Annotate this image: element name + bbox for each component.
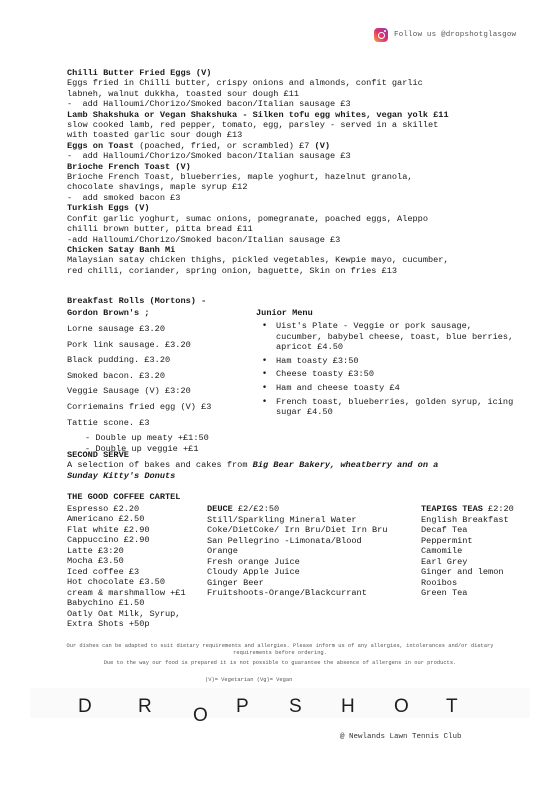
deuce-item: Still/Sparkling Mineral Water [207,514,357,525]
junior-item: • Ham and cheese toasty £4 [260,383,516,394]
tea-item: Camomile [421,546,463,556]
second-serve-suppliers: Big Bear Bakery, wheatberry and on a [252,460,439,471]
junior-item: • Ham toasty £3:50 [260,356,516,367]
coffee-item: Americano £2.50 [67,514,145,524]
logo-letter: R [138,696,152,717]
coffee-heading: THE GOOD COFFEE CARTEL [67,492,181,502]
breakfast-rolls-title: Breakfast Rolls (Mortons) - [67,296,207,306]
coffee-item: Cappuccino £2.90 [67,535,150,545]
deuce-item: Ginger Beer [207,577,264,588]
dietary-notes [60,643,500,670]
teapigs-section [421,504,531,599]
roll-item: Veggie Sausage (V) £3:20 [67,386,191,397]
dietary-note: Our dishes can be adapted to suit dietary requirements and allergies. Please inform us of any allergies, intolerances and/or dietary requirements before ordering. [66,643,494,656]
dropshot-logo [78,696,458,726]
roll-item: Tattie scone. £3 [67,417,150,428]
logo-letter: D [78,696,92,717]
logo-letter: H [341,696,355,717]
junior-item: • Uist's Plate - Veggie or pork sausage, cucumber, babybel cheese, toast, blue berries, apricot £4.50 [260,321,516,353]
deuce-heading-line [207,504,417,515]
teapigs-heading: TEAPIGS TEAS [421,504,483,514]
instagram-icon[interactable] [374,28,388,42]
dish-description: Malaysian satay chicken thighs, pickled vegetables, Kewpie mayo, cucumber, red chilli, coriander, spring onion, baguette, Skin on fries £13 [67,255,449,276]
coffee-item: Iced coffee £3 [67,566,140,577]
dish-title-line [67,141,507,151]
coffee-item: Hot chocolate £3.50 [67,577,165,587]
teapigs-heading-line [421,504,531,515]
dish-description: Confit garlic yoghurt, sumac onions, pomegranate, poached eggs, Aleppo chilli brown butter, pitta bread £11 [67,213,428,235]
coffee-item: Flat white £2.90 [67,524,150,535]
breakfast-rolls-section [67,308,257,455]
second-serve-heading: SECOND SERVE [67,450,129,460]
rolls-heading: Gordon Brown's ; [67,308,150,318]
coffee-item: Mocha £3.50 [67,556,124,566]
dish-description: Brioche French Toast, blueberries, maple yoghurt, hazelnut granola, chocolate shavings, maple syrup £12 [67,172,413,193]
second-serve-text [67,460,507,470]
logo-letter: T [446,696,458,717]
junior-heading: Junior Menu [256,308,313,318]
coffee-item: Espresso £2.20 [67,503,140,514]
roll-item: Corriemains fried egg (V) £3 [67,401,212,412]
coffee-item: cream & marshmallow +£1 [67,587,186,598]
tea-item: English Breakfast [421,514,509,525]
dish-description: Eggs fried in Chilli butter, crispy onions and almonds, confit garlic labneh, walnut dukkha, toasted sour dough £11 [67,78,423,99]
roll-item: Lorne sausage £3.20 [67,324,165,334]
logo-letter: P [236,696,249,717]
dish-title: Chicken Satay Banh Mi [67,244,176,255]
tea-item: Green Tea [421,588,468,598]
junior-item: • Cheese toasty £3:50 [260,369,516,380]
dish-addon: - add Halloumi/Chorizo/Smoked bacon/Italian sausage £3 [67,151,351,162]
tea-item: Peppermint [421,535,473,546]
roll-item: Pork link sausage. £3.20 [67,339,191,350]
deuce-item: Cloudy Apple Juice [207,567,300,577]
vegetarian-key: (V)= Vegetarian (Vg)= Vegan [205,677,293,683]
deuce-section [207,504,417,599]
deuce-item: Fresh orange Juice [207,556,300,567]
logo-letter: S [289,696,302,717]
junior-item: • French toast, blueberries, golden syrup, icing sugar £4.50 [260,397,516,418]
second-serve-section [67,450,507,481]
coffee-section [67,492,207,630]
tea-item: Decaf Tea [421,525,468,535]
deuce-item: Fruitshoots-Orange/Blackcurrant [207,588,367,598]
logo-letter: O [394,696,409,717]
second-serve-intro: A selection of bakes and cakes from [67,460,253,471]
coffee-item: Extra Shots +50p [67,619,150,629]
dish-title: Turkish Eggs (V) [67,203,150,214]
social-link[interactable] [374,28,516,42]
roll-item: Black pudding. £3.20 [67,355,171,366]
dish-title: Lamb Shakshuka or Vegan Shakshuka - Silken tofu egg whites, vegan yolk £11 [67,109,449,120]
dishes-section [67,68,507,276]
deuce-item: San Pellegrino -Limonata/Blood [207,535,362,546]
social-handle[interactable]: Follow us @dropshotglasgow [394,31,517,39]
coffee-item: Babychino £1.50 [67,598,145,608]
allergen-note: Due to the way our food is prepared it is not possible to guarantee the absence of allergens in our products. [103,660,457,666]
deuce-price: £2/£2:50 [232,504,280,514]
deuce-heading: DEUCE [207,504,233,514]
dish-title-suffix: (poached, fried, or scrambled) £7 [134,140,315,151]
deuce-item: Coke/DietCoke/ Irn Bru/Diet Irn Bru [207,525,388,535]
dish-addon: - add Halloumi/Chorizo/Smoked bacon/Italian sausage £3 [67,99,351,110]
coffee-item: Oatly Oat Milk, Syrup, [67,608,181,619]
roll-extra: - Double up meaty +£1:50 [85,433,257,444]
dish-veg-tag: (V) [314,140,331,151]
dish-title: Chilli Butter Fried Eggs (V) [67,68,212,78]
teapigs-price: £2:20 [482,504,514,514]
logo-letter: O [193,705,208,726]
roll-item: Smoked bacon. £3.20 [67,370,165,381]
dish-title: Eggs on Toast [67,140,135,151]
tea-item: Rooibos [421,577,458,588]
coffee-item: Latte £3:20 [67,545,124,556]
dish-addon: -add Halloumi/Chorizo/Smoked bacon/Italian sausage £3 [67,234,341,245]
second-serve-donuts: Sunday Kitty's Donuts [67,470,176,481]
dish-addon: - add smoked bacon £3 [67,192,181,203]
venue-tagline: @ Newlands Lawn Tennis Club [340,733,462,741]
tea-item: Earl Grey [421,556,468,567]
dish-title: Brioche French Toast (V) [67,161,191,172]
dish-description: slow cooked lamb, red pepper, tomato, egg, parsley - served in a skillet with toasted garlic sour dough £13 [67,120,439,141]
deuce-item: Orange [207,546,238,556]
junior-menu-section [256,308,516,421]
roll-extra: - Double up veggie +£1 [85,444,257,455]
tea-item: Ginger and lemon [421,567,504,577]
